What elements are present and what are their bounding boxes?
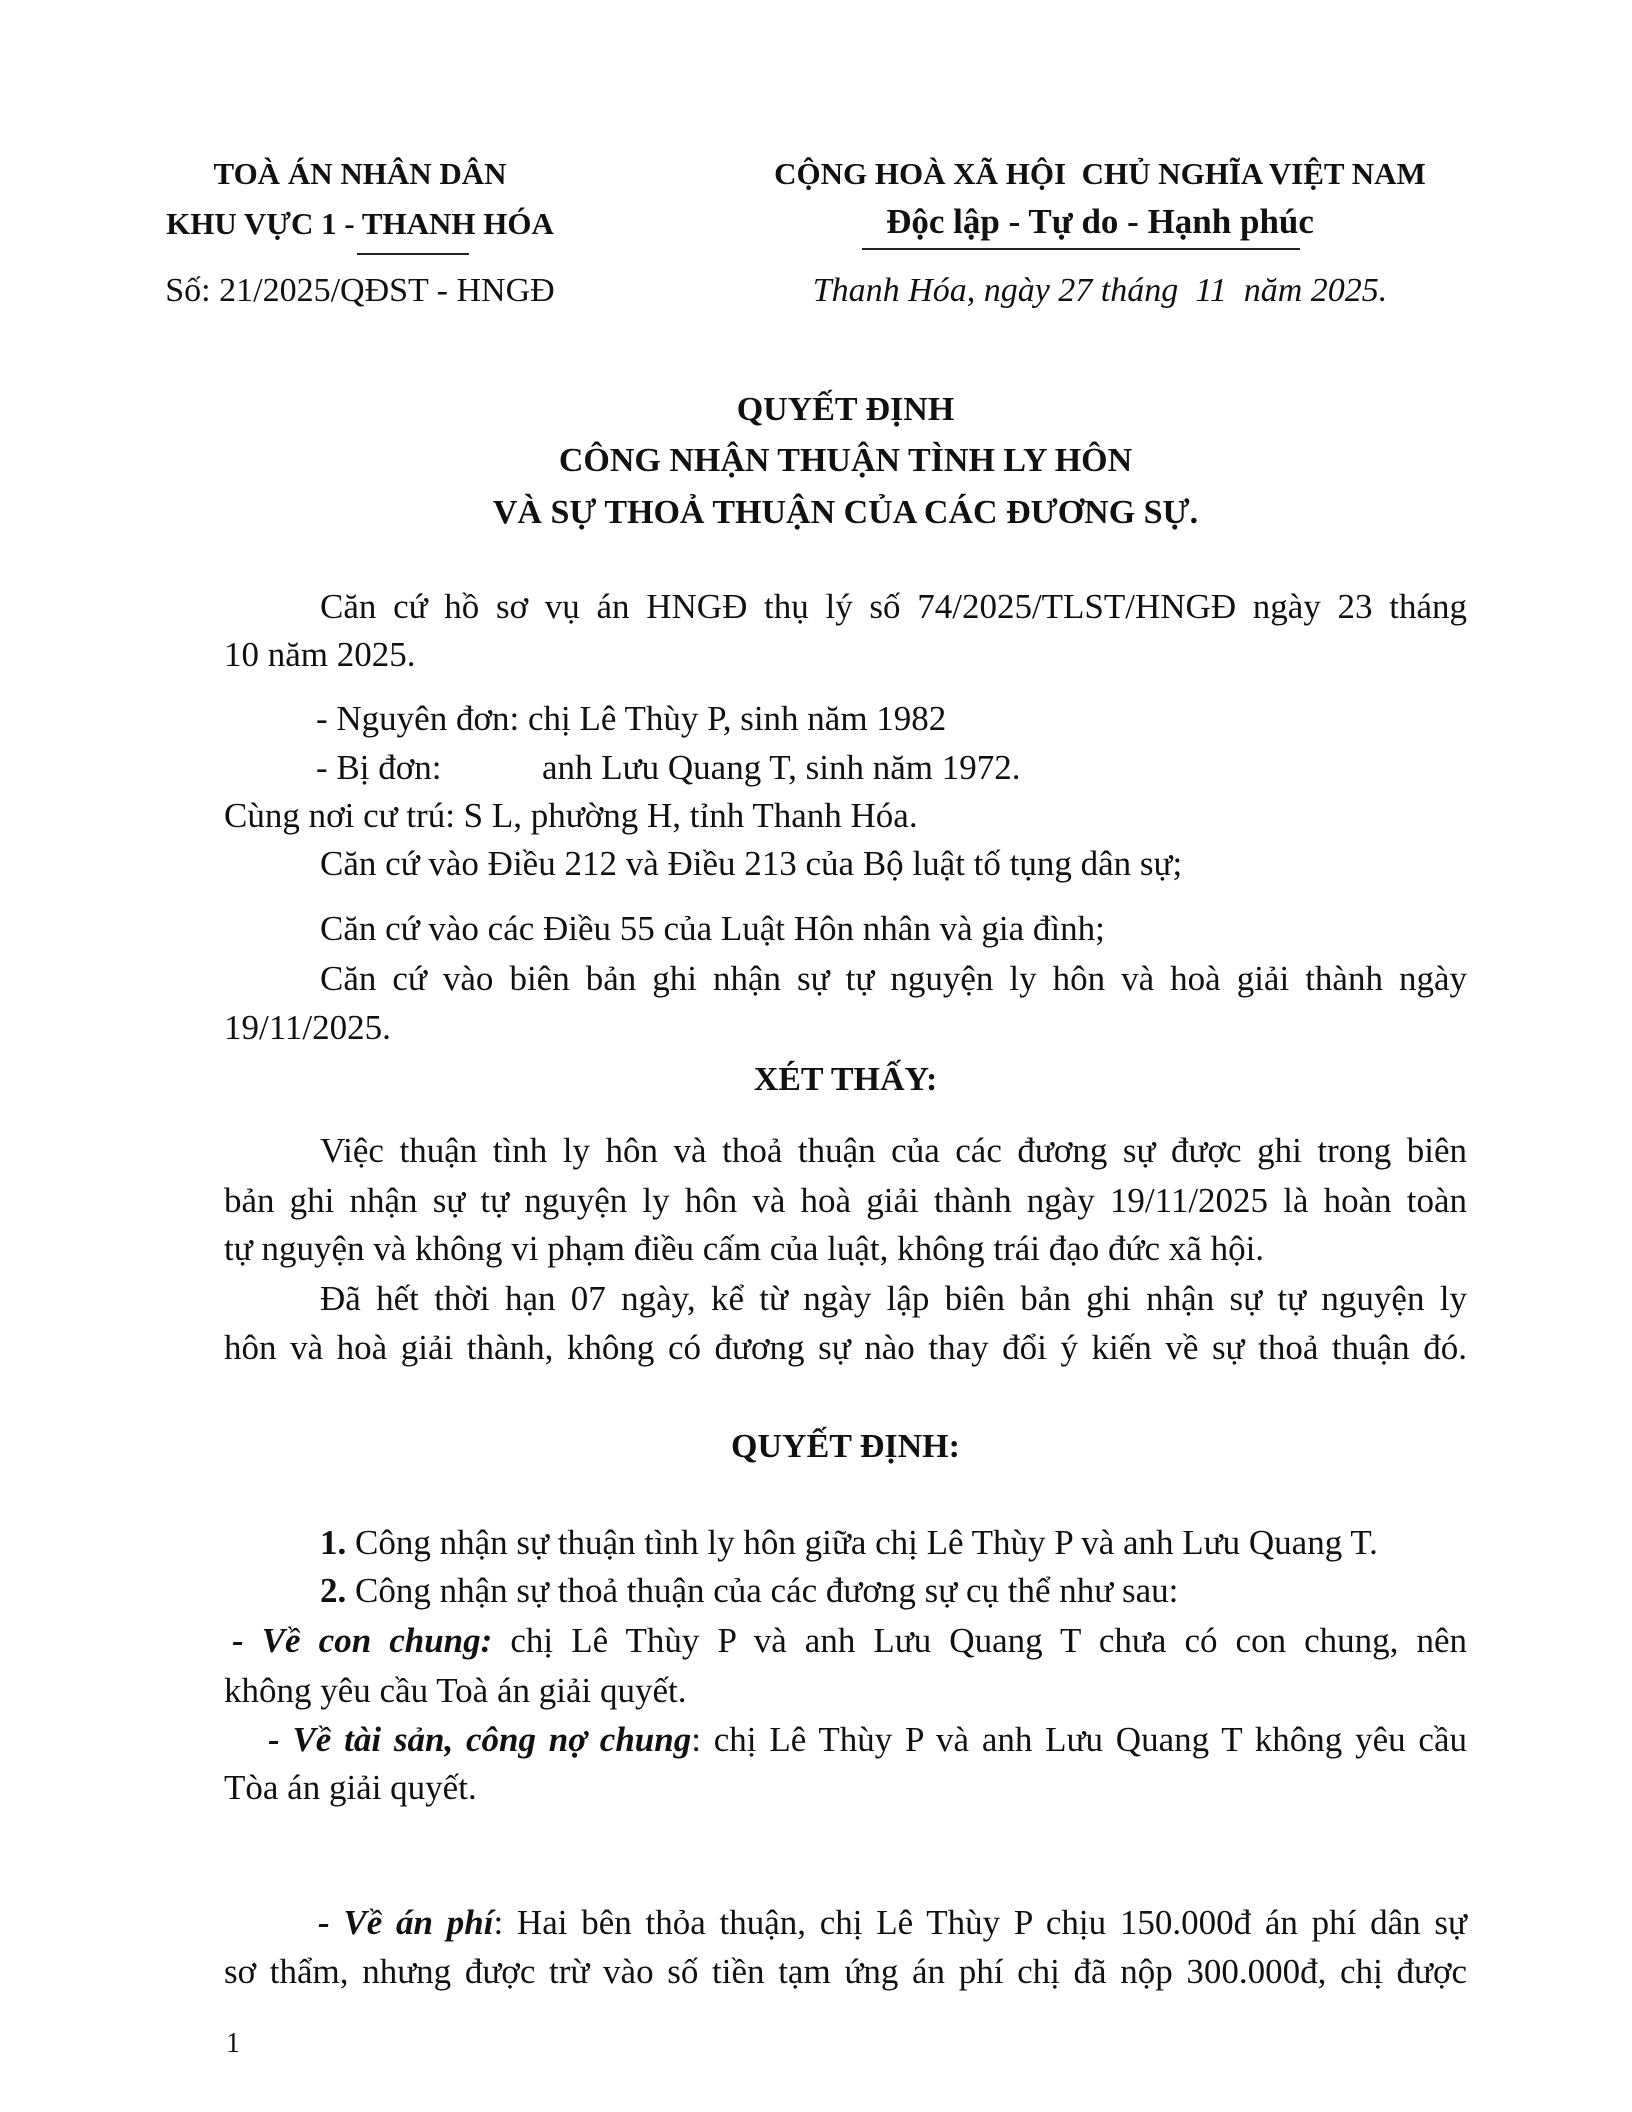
findings-heading: XÉT THẤY: [753, 1061, 938, 1098]
clause-text: : chị Lê Thùy P và anh Lưu Quang T không yêu cầu [691, 1720, 1467, 1759]
item-text: Công nhận sự thoả thuận của các đương sự cụ thể như sau: [346, 1571, 1179, 1610]
decision-item-1 [320, 1519, 1378, 1567]
place-date: Thanh Hóa, ngày 27 tháng 11 năm 2025. [812, 272, 1388, 309]
decision-item-2 [320, 1567, 1178, 1615]
law-basis-3: Căn cứ vào biên bản ghi nhận sự tự nguyện ly hôn và hoà giải thành ngày [320, 959, 1467, 998]
clause-text: : Hai bên thỏa thuận, chị Lê Thùy P chịu 150.000đ án phí dân sự [493, 1903, 1467, 1942]
clause-label: - Về con chung: [232, 1621, 493, 1660]
item-text: Công nhận sự thuận tình ly hôn giữa chị Lê Thùy P và anh Lưu Quang T. [346, 1523, 1378, 1562]
assets-clause-cont: Tòa án giải quyết. [224, 1768, 477, 1807]
court-name: TOÀ ÁN NHÂN DÂN [213, 156, 507, 191]
clause-label: - Về án phí [318, 1903, 494, 1942]
decision-heading: QUYẾT ĐỊNH: [731, 1428, 960, 1465]
item-number: 1. [320, 1523, 347, 1562]
children-clause-cont: không yêu cầu Toà án giải quyết. [224, 1671, 687, 1710]
court-region: KHU VỰC 1 - THANH HÓA [166, 206, 554, 241]
title-line-1: QUYẾT ĐỊNH [736, 391, 955, 428]
basis-case-cont: 10 năm 2025. [224, 635, 416, 674]
country-name: CỘNG HOÀ XÃ HỘI CHỦ NGHĨA VIỆT NAM [774, 156, 1426, 191]
motto: Độc lập - Tự do - Hạnh phúc [886, 202, 1314, 241]
defendant: anh Lưu Quang T, sinh năm 1972. [542, 748, 1021, 787]
law-basis-1: Căn cứ vào Điều 212 và Điều 213 của Bộ luật tố tụng dân sự; [320, 844, 1183, 883]
findings-text: bản ghi nhận sự tự nguyện ly hôn và hoà giải thành ngày 19/11/2025 là hoàn toàn [224, 1181, 1467, 1220]
page-number: 1 [226, 2028, 240, 2059]
children-clause [232, 1617, 1467, 1665]
item-number: 2. [320, 1571, 347, 1610]
defendant-label: - Bị đơn: [316, 748, 442, 787]
law-basis-2: Căn cứ vào các Điều 55 của Luật Hôn nhân và gia đình; [320, 909, 1105, 948]
assets-clause [268, 1716, 1467, 1764]
title-line-2: CÔNG NHẬN THUẬN TÌNH LY HÔN [558, 442, 1133, 479]
basis-case: Căn cứ hồ sơ vụ án HNGĐ thụ lý số 74/2025/TLST/HNGĐ ngày 23 tháng [320, 587, 1467, 626]
divider [862, 248, 1300, 250]
divider [357, 253, 469, 255]
clause-text: chị Lê Thùy P và anh Lưu Quang T chưa có con chung, nên [492, 1621, 1468, 1660]
law-basis-3-cont: 19/11/2025. [224, 1008, 391, 1047]
clause-label: - Về tài sản, công nợ chung [268, 1720, 692, 1759]
document-number: Số: 21/2025/QĐST - HNGĐ [165, 272, 555, 309]
fee-clause [318, 1899, 1467, 1947]
fee-clause-cont: sơ thẩm, nhưng được trừ vào số tiền tạm ứng án phí chị đã nộp 300.000đ, chị được [224, 1952, 1467, 1991]
plaintiff: - Nguyên đơn: chị Lê Thùy P, sinh năm 1982 [316, 699, 947, 738]
title-line-3: VÀ SỰ THOẢ THUẬN CỦA CÁC ĐƯƠNG SỰ. [492, 494, 1199, 531]
findings-text: Đã hết thời hạn 07 ngày, kể từ ngày lập biên bản ghi nhận sự tự nguyện ly [320, 1279, 1467, 1318]
residence: Cùng nơi cư trú: S L, phường H, tỉnh Thanh Hóa. [224, 796, 918, 835]
findings-text: hôn và hoà giải thành, không có đương sự nào thay đổi ý kiến về sự thoả thuận đó. [224, 1328, 1467, 1367]
findings-text: tự nguyện và không vi phạm điều cấm của luật, không trái đạo đức xã hội. [224, 1229, 1265, 1268]
findings-text: Việc thuận tình ly hôn và thoả thuận của các đương sự được ghi trong biên [320, 1131, 1467, 1170]
